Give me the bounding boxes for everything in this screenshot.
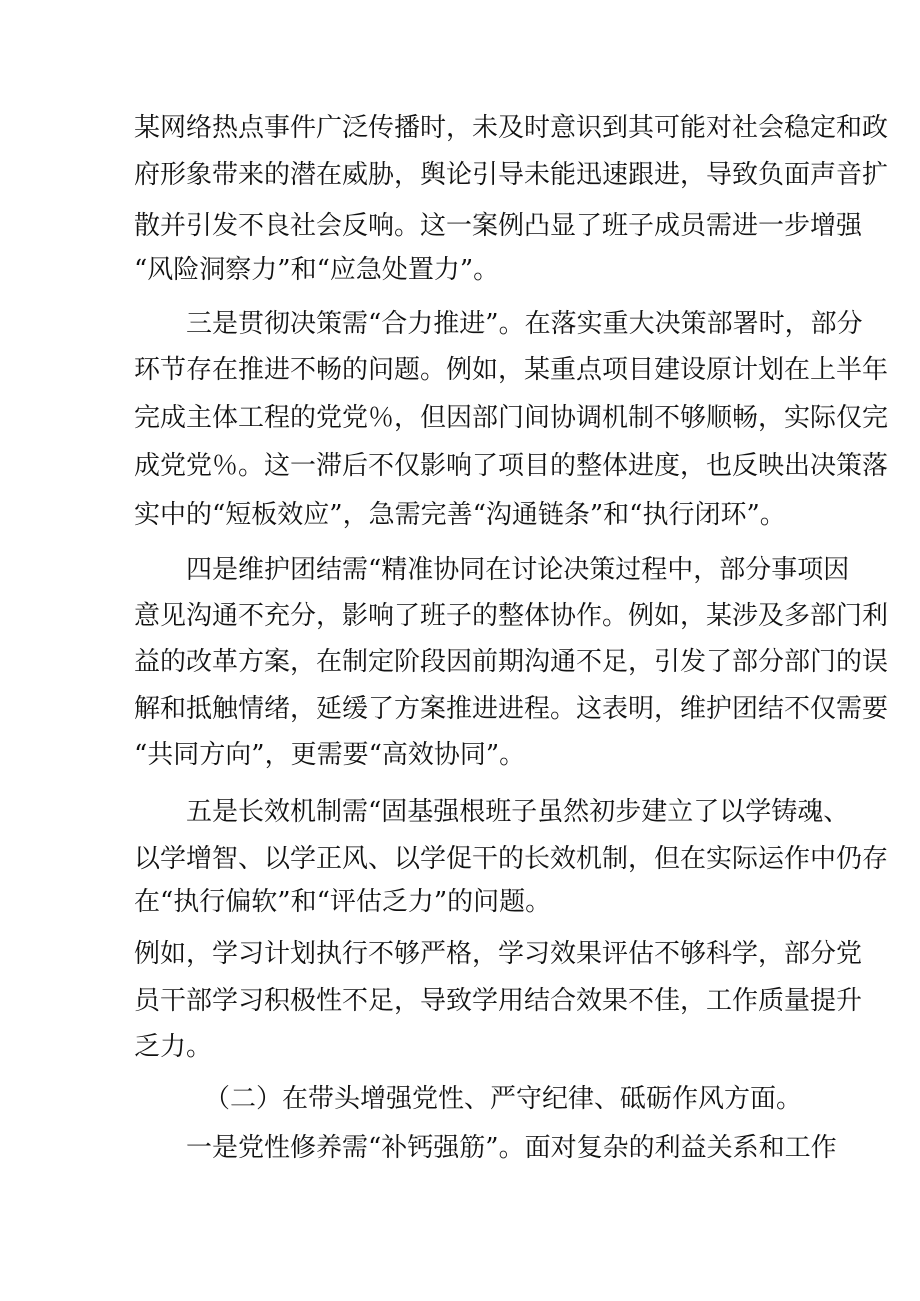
text-line: “风险洞察力”和“应急处置力”。	[134, 255, 500, 285]
text-line: “共同方向”，更需要“高效协同”。	[134, 740, 526, 770]
paragraph-start-line: 一是党性修养需“补钙强筋”。面对复杂的利益关系和工作	[186, 1133, 837, 1163]
text-line: 成党党％。这一滞后不仅影响了项目的整体进度，也反映出决策落	[134, 451, 889, 481]
section-heading: （二）在带头增强党性、严守纪律、砥砺作风方面。	[204, 1084, 803, 1114]
text-line: 乏力。	[134, 1032, 213, 1062]
text-line: 解和抵触情绪，延缓了方案推进进程。这表明，维护团结不仅需要	[134, 694, 889, 724]
text-line: 以学增智、以学正风、以学促干的长效机制，但在实际运作中仍存	[134, 844, 889, 874]
text-line: 完成主体工程的党党％，但因部门间协调机制不够顺畅，实际仅完	[134, 403, 889, 433]
text-line: 散并引发不良社会反响。这一案例凸显了班子成员需进一步增强	[134, 211, 863, 241]
text-line: 某网络热点事件广泛传播时，未及时意识到其可能对社会稳定和政	[134, 113, 889, 143]
text-line: 意见沟通不充分，影响了班子的整体协作。例如，某涉及多部门利	[134, 601, 889, 631]
paragraph-start-line: 五是长效机制需“固基强根班子虽然初步建立了以学铸魂、	[186, 797, 850, 827]
paragraph-start-line: 三是贯彻决策需“合力推进”。在落实重大决策部署时，部分	[186, 309, 863, 339]
text-line: 员干部学习积极性不足，导致学用结合效果不佳，工作质量提升	[134, 986, 863, 1016]
paragraph-start-line: 四是维护团结需“精准协同在讨论决策过程中，部分事项因	[186, 555, 850, 585]
text-line: 实中的“短板效应”，急需完善“沟通链条”和“执行闭环”。	[134, 500, 786, 530]
text-line: 环节存在推进不畅的问题。例如，某重点项目建设原计划在上半年	[134, 355, 889, 385]
text-line: 例如，学习计划执行不够严格，学习效果评估不够科学，部分党	[134, 939, 863, 969]
text-line: 益的改革方案，在制定阶段因前期沟通不足，引发了部分部门的误	[134, 647, 889, 677]
text-line: 府形象带来的潜在威胁，舆论引导未能迅速跟进，导致负面声音扩	[134, 160, 889, 190]
text-line: 在“执行偏软”和“评估乏力”的问题。	[134, 887, 552, 917]
